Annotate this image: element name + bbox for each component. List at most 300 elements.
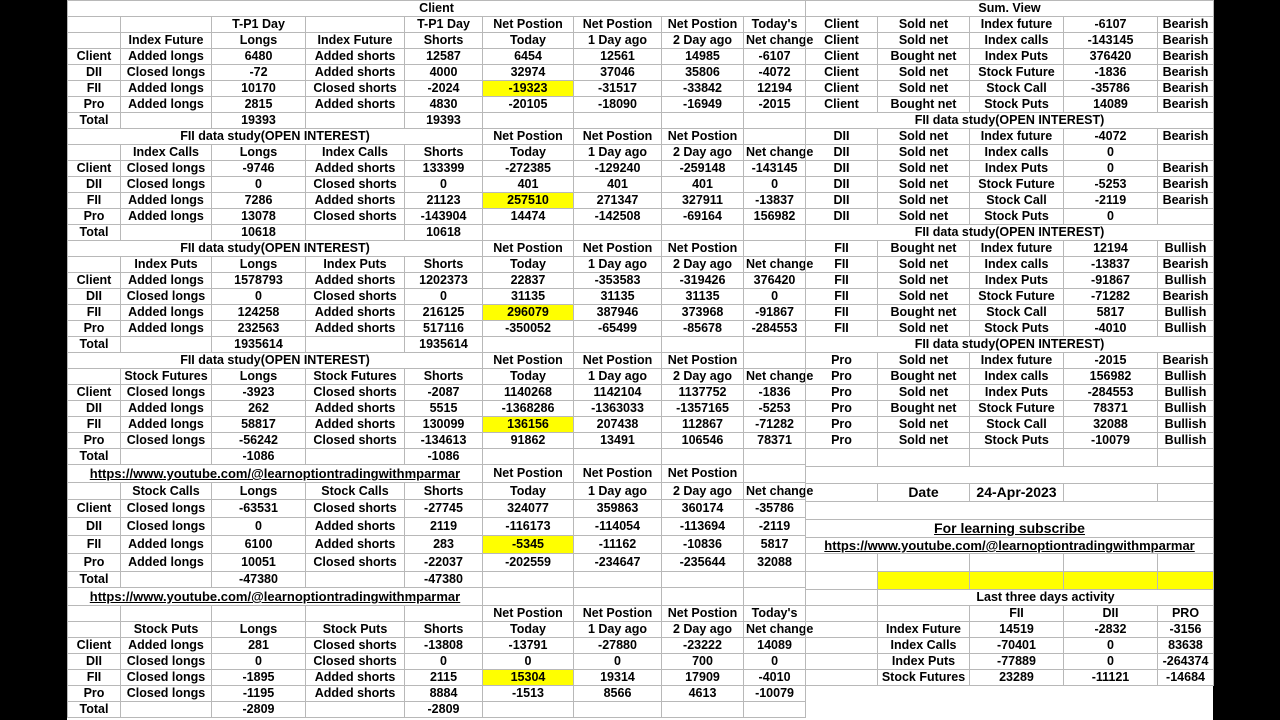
table-cell: -10836 bbox=[662, 536, 744, 554]
table-cell bbox=[306, 606, 405, 622]
table-cell: Sold net bbox=[878, 209, 970, 225]
column-header: Stock Calls bbox=[306, 483, 405, 500]
column-header: 1 Day ago bbox=[574, 622, 662, 638]
column-header: Net Postion bbox=[574, 353, 662, 369]
table-cell bbox=[806, 449, 878, 467]
table-row bbox=[68, 401, 806, 417]
table-cell: 21123 bbox=[405, 193, 483, 209]
participant-label: Client bbox=[806, 97, 878, 113]
column-header: Today bbox=[483, 257, 574, 273]
table-row bbox=[806, 97, 1214, 113]
total-shorts: 10618 bbox=[405, 225, 483, 241]
column-header: Net Postion bbox=[662, 17, 744, 33]
table-cell: 12587 bbox=[405, 49, 483, 65]
table-cell: -35786 bbox=[744, 500, 806, 518]
table-cell bbox=[744, 353, 806, 369]
table-cell: 0 bbox=[1064, 145, 1158, 161]
table-cell bbox=[574, 337, 662, 353]
column-header: Net Postion bbox=[662, 465, 744, 483]
table-cell: Stock Future bbox=[970, 177, 1064, 193]
table-cell: Sold net bbox=[878, 321, 970, 337]
total-shorts: 19393 bbox=[405, 113, 483, 129]
table-cell: 31135 bbox=[574, 289, 662, 305]
table-cell: Index future bbox=[970, 241, 1064, 257]
table-row bbox=[68, 193, 806, 209]
table-cell: 23289 bbox=[970, 670, 1064, 686]
table-cell: -2087 bbox=[405, 385, 483, 401]
study-title: FII data study(OPEN INTEREST) bbox=[806, 113, 1214, 129]
table-cell bbox=[806, 606, 878, 622]
study-title: FII data study(OPEN INTEREST) bbox=[806, 225, 1214, 241]
table-cell bbox=[744, 113, 806, 129]
table-cell: 106546 bbox=[662, 433, 744, 449]
table-cell: Added shorts bbox=[306, 321, 405, 337]
header-row bbox=[68, 606, 806, 622]
column-header bbox=[878, 606, 970, 622]
total-label: Total bbox=[68, 449, 121, 465]
total-row bbox=[68, 702, 806, 718]
table-cell: Closed longs bbox=[121, 518, 212, 536]
column-header bbox=[68, 622, 121, 638]
link-row bbox=[68, 465, 806, 483]
table-cell: 14474 bbox=[483, 209, 574, 225]
sentiment-badge bbox=[1158, 209, 1214, 225]
table-cell bbox=[662, 113, 744, 129]
sentiment-badge: Bearish bbox=[1158, 49, 1214, 65]
table-row bbox=[806, 273, 1214, 289]
participant-label: DII bbox=[806, 177, 878, 193]
column-header: Today's bbox=[744, 606, 806, 622]
table-cell: Added longs bbox=[121, 321, 212, 337]
total-row bbox=[68, 113, 806, 129]
column-header: Net Postion bbox=[574, 129, 662, 145]
participant-label: Client bbox=[806, 33, 878, 49]
table-cell: -4072 bbox=[1064, 129, 1158, 145]
table-cell: Added shorts bbox=[306, 193, 405, 209]
participant-label: DII bbox=[68, 289, 121, 305]
table-cell: -13837 bbox=[1064, 257, 1158, 273]
table-cell: Closed longs bbox=[121, 289, 212, 305]
table-cell: 1142104 bbox=[574, 385, 662, 401]
column-header: 2 Day ago bbox=[662, 257, 744, 273]
participant-label: FII bbox=[806, 273, 878, 289]
table-row bbox=[68, 433, 806, 449]
table-cell bbox=[574, 449, 662, 465]
table-cell bbox=[574, 702, 662, 718]
table-cell: Added longs bbox=[121, 273, 212, 289]
table-cell: Added shorts bbox=[306, 97, 405, 113]
sentiment-badge: Bullish bbox=[1158, 305, 1214, 321]
table-cell: Bought net bbox=[878, 49, 970, 65]
column-header: Index Future bbox=[121, 33, 212, 49]
table-cell: 327911 bbox=[662, 193, 744, 209]
table-cell: 0 bbox=[405, 177, 483, 193]
table-cell: -27745 bbox=[405, 500, 483, 518]
table-cell: Stock Call bbox=[970, 417, 1064, 433]
link-row bbox=[806, 538, 1214, 554]
table-cell: 401 bbox=[662, 177, 744, 193]
table-cell: 12561 bbox=[574, 49, 662, 65]
fii-dii-positions-table bbox=[67, 0, 814, 718]
table-row bbox=[806, 257, 1214, 273]
column-header: Net Postion bbox=[483, 241, 574, 257]
table-cell: Sold net bbox=[878, 417, 970, 433]
table-row bbox=[806, 433, 1214, 449]
table-cell: 0 bbox=[405, 289, 483, 305]
table-cell: 14089 bbox=[1064, 97, 1158, 113]
table-cell: -5253 bbox=[1064, 177, 1158, 193]
table-row bbox=[806, 670, 1214, 686]
participant-label: Pro bbox=[68, 686, 121, 702]
table-cell: Closed shorts bbox=[306, 81, 405, 97]
table-cell: -91867 bbox=[744, 305, 806, 321]
table-cell bbox=[662, 588, 744, 606]
table-cell bbox=[121, 606, 212, 622]
table-cell: 0 bbox=[1064, 654, 1158, 670]
table-row bbox=[68, 670, 806, 686]
table-row bbox=[806, 177, 1214, 193]
table-cell: 32974 bbox=[483, 65, 574, 81]
table-cell: -116173 bbox=[483, 518, 574, 536]
table-cell bbox=[744, 572, 806, 588]
column-header: Stock Puts bbox=[121, 622, 212, 638]
table-cell: 5515 bbox=[405, 401, 483, 417]
header-row bbox=[68, 17, 806, 33]
total-shorts: -1086 bbox=[405, 449, 483, 465]
table-cell: -3923 bbox=[212, 385, 306, 401]
column-header: 1 Day ago bbox=[574, 145, 662, 161]
participant-label: Client bbox=[68, 49, 121, 65]
table-cell: 360174 bbox=[662, 500, 744, 518]
table-row bbox=[68, 289, 806, 305]
table-cell bbox=[483, 702, 574, 718]
table-cell: 19314 bbox=[574, 670, 662, 686]
participant-label: Pro bbox=[806, 369, 878, 385]
participant-label: Client bbox=[806, 81, 878, 97]
sentiment-badge: Bullish bbox=[1158, 369, 1214, 385]
table-cell: -1836 bbox=[1064, 65, 1158, 81]
table-cell: Stock Call bbox=[970, 305, 1064, 321]
table-cell: 78371 bbox=[1064, 401, 1158, 417]
participant-label: Client bbox=[68, 385, 121, 401]
total-longs: -1086 bbox=[212, 449, 306, 465]
sentiment-badge: Bearish bbox=[1158, 193, 1214, 209]
table-cell: 83638 bbox=[1158, 638, 1214, 654]
participant-label: DII bbox=[806, 209, 878, 225]
table-cell bbox=[1064, 554, 1158, 572]
column-header: 2 Day ago bbox=[662, 369, 744, 385]
participant-label: Pro bbox=[68, 97, 121, 113]
table-cell: Added shorts bbox=[306, 417, 405, 433]
total-row bbox=[68, 572, 806, 588]
table-cell: Sold net bbox=[878, 33, 970, 49]
table-cell: 15304 bbox=[483, 670, 574, 686]
table-cell: -1357165 bbox=[662, 401, 744, 417]
table-cell: Closed longs bbox=[121, 177, 212, 193]
table-cell: Added longs bbox=[121, 401, 212, 417]
table-cell: Stock Call bbox=[970, 193, 1064, 209]
header-row bbox=[68, 145, 806, 161]
segment-label: Index Calls bbox=[878, 638, 970, 654]
table-cell: 58817 bbox=[212, 417, 306, 433]
table-cell: Closed shorts bbox=[306, 500, 405, 518]
table-cell: Sold net bbox=[878, 193, 970, 209]
date-value: 24-Apr-2023 bbox=[970, 484, 1064, 502]
table-cell bbox=[1158, 449, 1214, 467]
participant-label: FII bbox=[806, 289, 878, 305]
participant-label: Pro bbox=[806, 417, 878, 433]
participant-label: FII bbox=[806, 321, 878, 337]
table-cell: -11162 bbox=[574, 536, 662, 554]
table-cell: -9746 bbox=[212, 161, 306, 177]
column-header: Today bbox=[483, 33, 574, 49]
table-row bbox=[806, 241, 1214, 257]
table-cell: 4613 bbox=[662, 686, 744, 702]
table-cell: 324077 bbox=[483, 500, 574, 518]
table-row bbox=[806, 353, 1214, 369]
table-row bbox=[68, 385, 806, 401]
table-cell: -143904 bbox=[405, 209, 483, 225]
table-cell: Sold net bbox=[878, 353, 970, 369]
table-cell: 5817 bbox=[1064, 305, 1158, 321]
table-cell: -234647 bbox=[574, 554, 662, 572]
table-cell: 14519 bbox=[970, 622, 1064, 638]
table-cell: -284553 bbox=[1064, 385, 1158, 401]
table-cell: Added longs bbox=[121, 97, 212, 113]
total-row bbox=[68, 225, 806, 241]
table-cell: Stock Future bbox=[970, 401, 1064, 417]
table-cell: Index calls bbox=[970, 257, 1064, 273]
header-row bbox=[68, 33, 806, 49]
column-header: Index Puts bbox=[121, 257, 212, 273]
column-header: Stock Calls bbox=[121, 483, 212, 500]
table-cell bbox=[970, 572, 1064, 590]
table-cell: -2119 bbox=[744, 518, 806, 536]
sentiment-badge: Bullish bbox=[1158, 321, 1214, 337]
table-cell: -272385 bbox=[483, 161, 574, 177]
table-cell: -20105 bbox=[483, 97, 574, 113]
column-header: 1 Day ago bbox=[574, 33, 662, 49]
table-cell: -1368286 bbox=[483, 401, 574, 417]
table-cell: 31135 bbox=[662, 289, 744, 305]
column-header: Net change bbox=[744, 145, 806, 161]
table-cell bbox=[1064, 484, 1158, 502]
table-row bbox=[68, 686, 806, 702]
column-header: Net change bbox=[744, 257, 806, 273]
participant-label: FII bbox=[806, 241, 878, 257]
table-cell bbox=[662, 225, 744, 241]
table-cell: -22037 bbox=[405, 554, 483, 572]
table-cell: 32088 bbox=[744, 554, 806, 572]
table-cell bbox=[662, 702, 744, 718]
participant-label: Pro bbox=[806, 433, 878, 449]
table-row bbox=[68, 554, 806, 572]
total-label: Total bbox=[68, 572, 121, 588]
column-header: Index Calls bbox=[306, 145, 405, 161]
table-row bbox=[68, 177, 806, 193]
table-cell bbox=[121, 337, 212, 353]
table-cell bbox=[121, 113, 212, 129]
table-cell: Sold net bbox=[878, 17, 970, 33]
table-row bbox=[68, 97, 806, 113]
table-cell: -31517 bbox=[574, 81, 662, 97]
header-row bbox=[68, 483, 806, 500]
study-title: FII data study(OPEN INTEREST) bbox=[68, 241, 483, 257]
table-cell bbox=[744, 588, 806, 606]
table-cell: 37046 bbox=[574, 65, 662, 81]
participant-label: DII bbox=[806, 193, 878, 209]
table-cell: 8566 bbox=[574, 686, 662, 702]
table-row bbox=[68, 654, 806, 670]
table-cell: Closed shorts bbox=[306, 209, 405, 225]
table-cell: -13808 bbox=[405, 638, 483, 654]
table-cell: 4000 bbox=[405, 65, 483, 81]
table-cell: Index calls bbox=[970, 145, 1064, 161]
total-label: Total bbox=[68, 113, 121, 129]
table-cell: 0 bbox=[212, 177, 306, 193]
table-cell: Added longs bbox=[121, 536, 212, 554]
column-header: Stock Futures bbox=[306, 369, 405, 385]
table-cell: 1578793 bbox=[212, 273, 306, 289]
table-cell: -13791 bbox=[483, 638, 574, 654]
table-cell: Index future bbox=[970, 129, 1064, 145]
table-cell: 112867 bbox=[662, 417, 744, 433]
last-three-days-title: Last three days activity bbox=[878, 590, 1214, 606]
table-cell: -71282 bbox=[744, 417, 806, 433]
segment-label: Stock Futures bbox=[878, 670, 970, 686]
table-cell: 216125 bbox=[405, 305, 483, 321]
table-cell: Bought net bbox=[878, 305, 970, 321]
table-cell: -85678 bbox=[662, 321, 744, 337]
table-cell: 271347 bbox=[574, 193, 662, 209]
table-row bbox=[806, 369, 1214, 385]
table-cell: 387946 bbox=[574, 305, 662, 321]
table-cell: 257510 bbox=[483, 193, 574, 209]
total-shorts: -47380 bbox=[405, 572, 483, 588]
table-row bbox=[68, 500, 806, 518]
youtube-link[interactable]: https://www.youtube.com/@learnoptiontradingwithmparmar bbox=[68, 465, 483, 483]
sentiment-badge: Bearish bbox=[1158, 97, 1214, 113]
participant-label: Pro bbox=[68, 209, 121, 225]
table-cell: 2119 bbox=[405, 518, 483, 536]
table-row bbox=[68, 273, 806, 289]
youtube-link[interactable]: https://www.youtube.com/@learnoptiontradingwithmparmar bbox=[806, 538, 1214, 554]
column-header: Net Postion bbox=[662, 353, 744, 369]
table-cell: 6454 bbox=[483, 49, 574, 65]
table-cell: -319426 bbox=[662, 273, 744, 289]
table-cell: -72 bbox=[212, 65, 306, 81]
table-cell bbox=[483, 588, 574, 606]
table-cell: Added longs bbox=[121, 554, 212, 572]
table-cell: 10170 bbox=[212, 81, 306, 97]
table-cell bbox=[306, 17, 405, 33]
table-cell: -143145 bbox=[1064, 33, 1158, 49]
header-row bbox=[68, 622, 806, 638]
sentiment-badge: Bearish bbox=[1158, 17, 1214, 33]
participant-label: DII bbox=[806, 129, 878, 145]
column-header: Today bbox=[483, 369, 574, 385]
table-cell: Added shorts bbox=[306, 686, 405, 702]
sentiment-badge: Bearish bbox=[1158, 65, 1214, 81]
table-cell: 22837 bbox=[483, 273, 574, 289]
sentiment-badge: Bullish bbox=[1158, 401, 1214, 417]
youtube-link[interactable]: https://www.youtube.com/@learnoptiontradingwithmparmar bbox=[68, 588, 483, 606]
table-cell: Closed longs bbox=[121, 670, 212, 686]
table-cell: -11121 bbox=[1064, 670, 1158, 686]
table-cell: -56242 bbox=[212, 433, 306, 449]
table-cell: -134613 bbox=[405, 433, 483, 449]
table-cell: Added shorts bbox=[306, 305, 405, 321]
table-row bbox=[806, 385, 1214, 401]
participant-label: Pro bbox=[806, 353, 878, 369]
table-cell: Index future bbox=[970, 17, 1064, 33]
table-cell: -143145 bbox=[744, 161, 806, 177]
table-cell: 13078 bbox=[212, 209, 306, 225]
table-cell: 281 bbox=[212, 638, 306, 654]
participant-label: FII bbox=[68, 305, 121, 321]
study-row bbox=[806, 225, 1214, 241]
table-cell: 156982 bbox=[1064, 369, 1158, 385]
table-cell: -18090 bbox=[574, 97, 662, 113]
table-cell: Closed longs bbox=[121, 686, 212, 702]
sentiment-badge: Bearish bbox=[1158, 177, 1214, 193]
table-cell: -353583 bbox=[574, 273, 662, 289]
table-cell: Closed shorts bbox=[306, 638, 405, 654]
table-cell: Closed longs bbox=[121, 654, 212, 670]
table-cell: 0 bbox=[744, 177, 806, 193]
column-header: Longs bbox=[212, 145, 306, 161]
table-cell: 32088 bbox=[1064, 417, 1158, 433]
column-header: Longs bbox=[212, 257, 306, 273]
table-cell bbox=[483, 572, 574, 588]
table-cell: 376420 bbox=[1064, 49, 1158, 65]
column-header: Today's bbox=[744, 17, 806, 33]
table-cell: -284553 bbox=[744, 321, 806, 337]
table-cell: Added shorts bbox=[306, 536, 405, 554]
table-cell: Index Puts bbox=[970, 49, 1064, 65]
table-cell: -65499 bbox=[574, 321, 662, 337]
table-cell: Closed longs bbox=[121, 433, 212, 449]
table-cell: -4072 bbox=[744, 65, 806, 81]
table-cell: Stock Puts bbox=[970, 97, 1064, 113]
table-cell: Index calls bbox=[970, 33, 1064, 49]
table-row bbox=[68, 305, 806, 321]
table-cell: -10079 bbox=[744, 686, 806, 702]
table-cell: Index future bbox=[970, 353, 1064, 369]
header-row bbox=[68, 369, 806, 385]
table-cell: 207438 bbox=[574, 417, 662, 433]
sentiment-badge: Bullish bbox=[1158, 273, 1214, 289]
table-cell: 0 bbox=[1064, 638, 1158, 654]
table-cell: 5817 bbox=[744, 536, 806, 554]
table-cell bbox=[483, 225, 574, 241]
table-cell: Index Puts bbox=[970, 385, 1064, 401]
participant-label: FII bbox=[806, 305, 878, 321]
study-row bbox=[806, 113, 1214, 129]
column-header: 2 Day ago bbox=[662, 145, 744, 161]
sentiment-badge: Bullish bbox=[1158, 241, 1214, 257]
table-cell: 133399 bbox=[405, 161, 483, 177]
table-cell: Sold net bbox=[878, 161, 970, 177]
table-cell: -69164 bbox=[662, 209, 744, 225]
table-cell: Stock Puts bbox=[970, 321, 1064, 337]
participant-label: DII bbox=[68, 65, 121, 81]
table-cell: Bought net bbox=[878, 401, 970, 417]
table-row bbox=[806, 33, 1214, 49]
table-cell bbox=[744, 225, 806, 241]
tp1-day-label: T-P1 Day bbox=[405, 17, 483, 33]
table-cell bbox=[68, 606, 121, 622]
